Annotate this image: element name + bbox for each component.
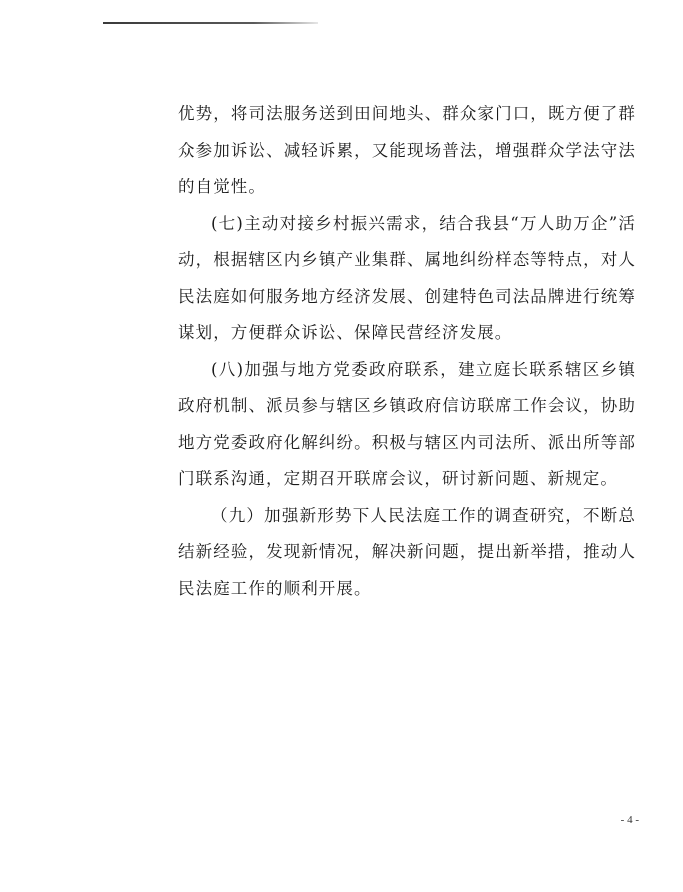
header-rule <box>103 22 318 24</box>
paragraph-item-8: (八)加强与地方党委政府联系，建立庭长联系辖区乡镇政府机制、派员参与辖区乡镇政府信访联席工作会议，协助地方党委政府化解纠纷。积极与辖区内司法所、派出所等部门联系沟通，定期召开联席会议，研讨新问题、新规定。 <box>178 359 636 488</box>
paragraph-item-7: (七)主动对接乡村振兴需求，结合我县“万人助万企”活动，根据辖区内乡镇产业集群、属地纠纷样态等特点，对人民法庭如何服务地方经济发展、创建特色司法品牌进行统筹谋划，方便群众诉讼、保障民营经济发展。 <box>178 213 636 342</box>
paragraph-item-9: （九）加强新形势下人民法庭工作的调查研究，不断总结新经验，发现新情况，解决新问题，提出新举措，推动人民法庭工作的顺利开展。 <box>178 505 636 598</box>
page-number: - 4 - <box>620 814 639 826</box>
paragraph-continuation: 优势，将司法服务送到田间地头、群众家门口，既方便了群众参加诉讼、减轻诉累，又能现场普法，增强群众学法守法的自觉性。 <box>178 104 636 196</box>
document-body <box>178 96 636 607</box>
